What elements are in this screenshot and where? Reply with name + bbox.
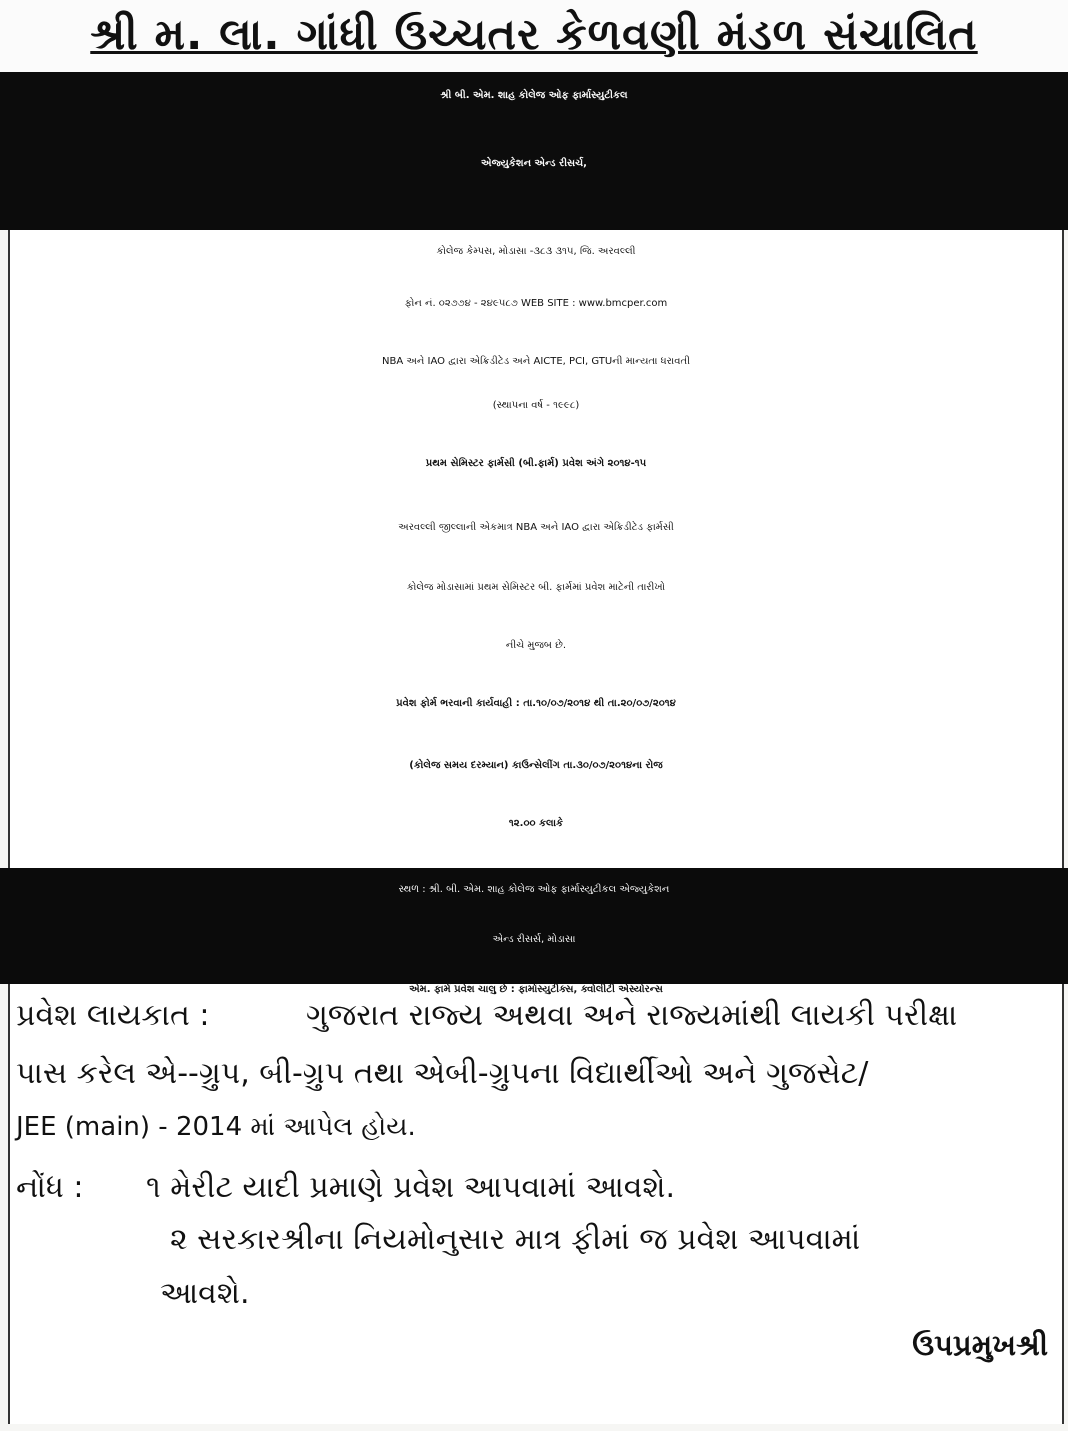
- college-name-line2: એજ્યુકેશન એન્ડ રીસર્ચ,: [481, 158, 587, 169]
- eligibility-line1: ગુજરાત રાજ્ય અથવા અને રાજ્યમાંથી લાયકી પરીક્ષા: [306, 998, 958, 1033]
- accreditation: NBA અને IAO દ્વારા એક્રિડીટેડ અને AICTE, PCI, GTUની માન્યતા ધરાવતી: [382, 356, 690, 367]
- eligibility-notes-block: [8, 984, 1064, 1424]
- intro-paragraph-line1: અરવલ્લી જીલ્લાની એકમાત્ર NBA અને IAO દ્વારા એક્રિડીટેડ ફાર્મસી: [398, 522, 674, 533]
- trust-line: શ્રી મ. લા. ગાંધી ઉચ્ચતર કેળવણી મંડળ સંચાલિત: [90, 10, 978, 60]
- form-dates-line2: (કોલેજ સમય દરમ્યાન) કાઉન્સેલીંગ તા.૩૦/૦૭/૨૦૧૪ના રોજ: [409, 760, 663, 771]
- intro-paragraph-line2: કોલેજ મોડાસામાં પ્રથમ સેમિસ્ટર બી. ફાર્મમાં પ્રવેશ માટેની તારીખો: [406, 582, 666, 593]
- college-title-block: [0, 72, 1068, 230]
- established-year: (સ્થાપના વર્ષ - ૧૯૯૮): [492, 400, 580, 411]
- note-item1: ૧ મેરીટ યાદી પ્રમાણે પ્રવેશ આપવામાં આવશે.: [146, 1170, 676, 1205]
- admission-heading: પ્રથમ સેમિસ્ટર ફાર્મસી (બી.ફાર્મ) પ્રવેશ અંગે ૨૦૧૪-૧૫: [425, 458, 647, 469]
- form-dates-line1: પ્રવેશ ફોર્મ ભરવાની કાર્યવાહી : તા.૧૦/૦૭/૨૦૧૪ થી તા.૨૦/૦૭/૨૦૧૪: [396, 698, 676, 709]
- m-pharm-footer: એમ. ફાર્મ પ્રવેશ ચાલુ છે : ફાર્માસ્યુટીક્સ, ક્વોલીટી એસ્યોરન્સ: [409, 984, 663, 995]
- trust-banner: [0, 0, 1068, 74]
- note-item2-line2: આવશે.: [160, 1276, 250, 1311]
- intro-paragraph-line3: નીચે મુજબ છે.: [505, 640, 567, 651]
- notes-label: નોંધ :: [16, 1170, 84, 1205]
- signature: ઉપપ્રમુખશ્રી: [912, 1328, 1048, 1362]
- admission-info-block: [8, 230, 1064, 868]
- address: કોલેજ કેમ્પસ, મોડાસા -૩૮૩ ૩૧૫, જિ. અરવલ્લી: [436, 246, 636, 257]
- college-name-line1: શ્રી બી. એમ. શાહ કોલેજ ઓફ ફાર્માસ્યુટીકલ: [440, 90, 628, 101]
- venue-block: [0, 868, 1068, 984]
- form-dates-line3: ૧૨.૦૦ કલાકે: [508, 818, 564, 829]
- phone-website: ફોન નં. ૦૨૭૭૪ - ૨૪૯૫૮૭ WEB SITE : www.bmcper.com: [404, 298, 668, 309]
- eligibility-label: પ્રવેશ લાયકાત :: [16, 998, 210, 1033]
- eligibility-line2: પાસ કરેલ એ--ગ્રુપ, બી-ગ્રુપ તથા એબી-ગ્રુપના વિદ્યાર્થીઓ અને ગુજસેટ/: [16, 1056, 869, 1091]
- venue-line1: સ્થળ : શ્રી. બી. એમ. શાહ કોલેજ ઓફ ફાર્માસ્યુટીકલ એજ્યુકેશન: [398, 884, 670, 895]
- note-item2-line1: ૨ સરકારશ્રીના નિયમોનુસાર માત્ર ફીમાં જ પ્રવેશ આપવામાં: [170, 1222, 861, 1257]
- venue-line2: એન્ડ રીસર્સ, મોડાસા: [492, 934, 576, 945]
- eligibility-line3: JEE (main) - 2014 માં આપેલ હોય.: [16, 1112, 416, 1142]
